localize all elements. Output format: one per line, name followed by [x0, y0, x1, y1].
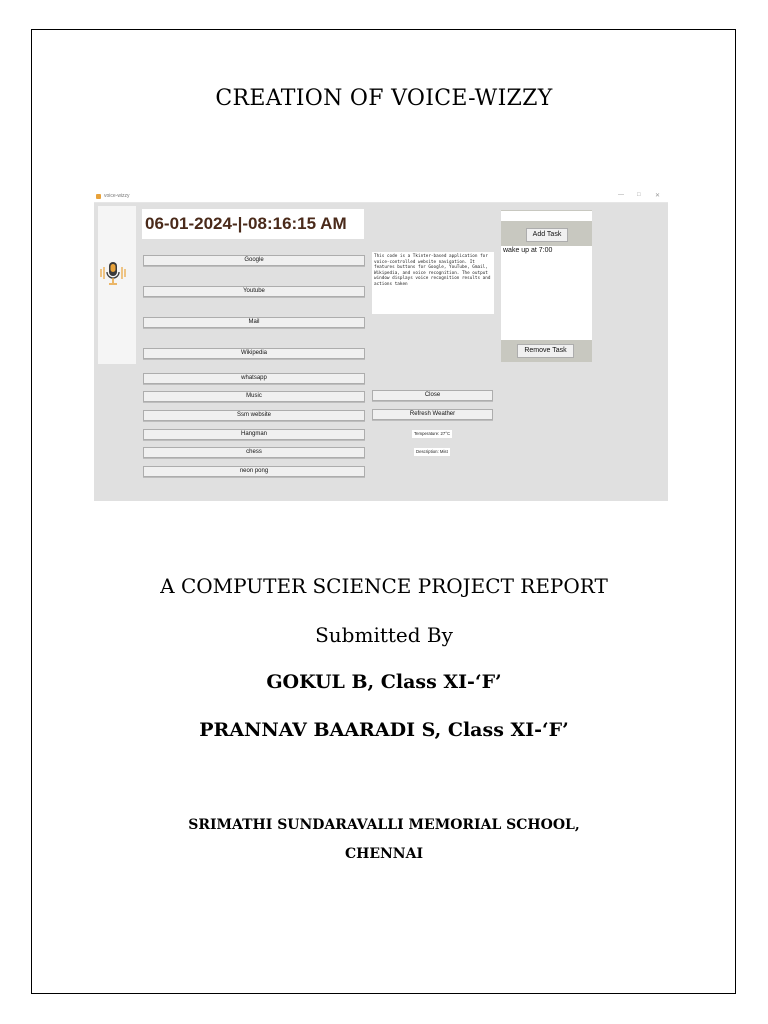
neon-pong-button[interactable]: neon pong [143, 466, 365, 477]
mail-button[interactable]: Mail [143, 317, 365, 328]
maximize-icon[interactable]: □ [637, 192, 641, 198]
app-screenshot [94, 192, 668, 501]
report-subtitle: A COMPUTER SCIENCE PROJECT REPORT [160, 574, 608, 598]
ssm-website-button[interactable]: Ssm website [143, 410, 365, 421]
weather-description-label: Description: Mist [416, 449, 448, 454]
window-titlebar [94, 192, 668, 203]
datetime-display: 06-01-2024-|-08:16:15 AM [142, 209, 364, 239]
task-input[interactable] [501, 211, 592, 221]
window-title: voice-wizzy [104, 193, 130, 199]
close-button[interactable]: Close [372, 390, 493, 401]
hangman-button[interactable]: Hangman [143, 429, 365, 440]
minimize-icon[interactable]: — [618, 192, 624, 198]
app-icon [96, 194, 101, 199]
document-title: CREATION OF VOICE-WIZZY [215, 86, 553, 111]
add-task-button[interactable]: Add Task [526, 228, 568, 242]
task-list[interactable] [501, 246, 592, 340]
whatsapp-button[interactable]: whatsapp [143, 373, 365, 384]
refresh-weather-button[interactable]: Refresh Weather [372, 409, 493, 420]
description-text: This code is a Tkinter-based application for voice-controlled website navigation. It features buttons for Google, YouTube, Gmail, Wikipedia, and voice recognition. The output window displays voice recognition results and actions taken [372, 252, 494, 314]
submitted-by-label: Submitted By [315, 623, 453, 647]
google-button[interactable]: Google [143, 255, 365, 266]
close-window-icon[interactable]: ✕ [655, 193, 661, 199]
wikipedia-button[interactable]: Wikipedia [143, 348, 365, 359]
chess-button[interactable]: chess [143, 447, 365, 458]
list-item[interactable]: wake up at 7:00 [503, 247, 553, 254]
music-button[interactable]: Music [143, 391, 365, 402]
temperature-label: Temperature: 27°C [414, 431, 451, 436]
youtube-button[interactable]: Youtube [143, 286, 365, 297]
microphone-icon[interactable] [98, 258, 128, 293]
remove-task-button[interactable]: Remove Task [517, 344, 574, 358]
school-city: CHENNAI [344, 846, 424, 862]
school-name: SRIMATHI SUNDARAVALLI MEMORIAL SCHOOL, [188, 817, 580, 833]
author-2: PRANNAV BAARADI S, Class XI-‘F’ [199, 719, 569, 741]
author-1: GOKUL B, Class XI-‘F’ [266, 671, 502, 693]
